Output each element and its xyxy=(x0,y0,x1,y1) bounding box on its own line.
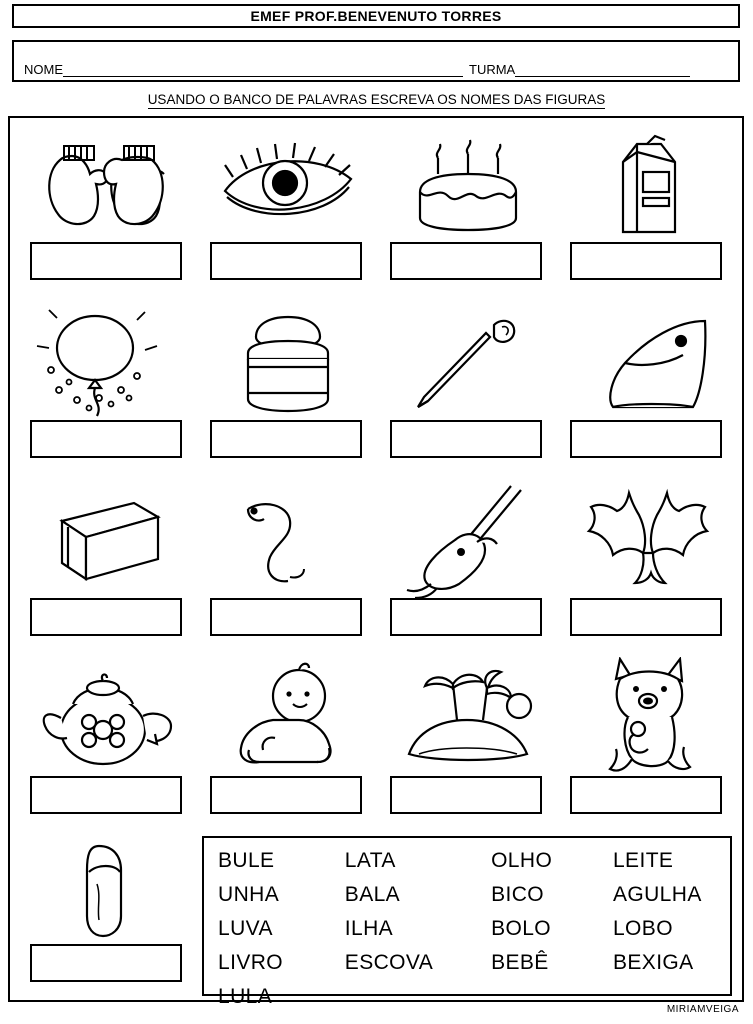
word-olho: OLHO xyxy=(491,849,553,872)
picture-row xyxy=(18,480,738,658)
answer-box[interactable] xyxy=(570,776,722,814)
answer-box[interactable] xyxy=(30,598,182,636)
eye-icon xyxy=(198,124,378,246)
credit-text: MIRIAMVEIGA xyxy=(666,1004,739,1015)
picture-cell xyxy=(378,124,558,302)
word-ilha: ILHA xyxy=(344,917,394,940)
word-bexiga: BEXIGA xyxy=(612,951,694,974)
needle-icon xyxy=(378,302,558,424)
worksheet-frame xyxy=(8,116,744,1008)
name-label: NOME xyxy=(24,62,63,77)
word-bank-row xyxy=(218,980,730,1014)
answer-box[interactable] xyxy=(390,242,542,280)
answer-box[interactable] xyxy=(30,944,182,982)
word-bala: BALA xyxy=(344,883,401,906)
word-bolo: BOLO xyxy=(491,917,552,940)
picture-cell xyxy=(18,658,198,836)
word-bebe: BEBÊ xyxy=(491,951,549,974)
picture-cell xyxy=(558,302,738,480)
answer-box[interactable] xyxy=(210,420,362,458)
word-lata: LATA xyxy=(344,849,396,872)
picture-cell xyxy=(198,480,378,658)
answer-box[interactable] xyxy=(570,598,722,636)
answer-box[interactable] xyxy=(30,242,182,280)
instruction-text: USANDO O BANCO DE PALAVRAS ESCREVA OS NOMES DAS FIGURAS xyxy=(147,92,606,107)
class-input-line[interactable] xyxy=(515,65,690,77)
squid-icon xyxy=(378,480,558,602)
word-bank-row xyxy=(218,878,730,912)
picture-row xyxy=(18,124,738,302)
cake-icon xyxy=(378,124,558,246)
picture-cell xyxy=(558,658,738,836)
answer-box[interactable] xyxy=(30,776,182,814)
picture-row xyxy=(18,302,738,480)
island-icon xyxy=(378,658,558,780)
fingernail-icon xyxy=(18,836,198,944)
word-bank xyxy=(202,836,732,1008)
picture-cell xyxy=(18,302,198,480)
bat-icon xyxy=(558,480,738,602)
word-bank-row xyxy=(218,946,730,980)
baby-icon xyxy=(198,658,378,780)
word-lobo: LOBO xyxy=(612,917,673,940)
answer-box[interactable] xyxy=(210,598,362,636)
word-bico: BICO xyxy=(491,883,545,906)
picture-cell xyxy=(18,480,198,658)
last-row xyxy=(18,836,738,1008)
word-luva: LUVA xyxy=(218,917,273,940)
word-agulha: AGULHA xyxy=(612,883,702,906)
picture-cell xyxy=(378,302,558,480)
picture-cell xyxy=(558,124,738,302)
can-icon xyxy=(198,302,378,424)
word-unha: UNHA xyxy=(218,883,280,906)
mittens-icon xyxy=(18,124,198,246)
answer-box[interactable] xyxy=(210,776,362,814)
picture-cell xyxy=(378,480,558,658)
milk-carton-icon xyxy=(558,124,738,246)
book-icon xyxy=(18,480,198,602)
word-lula: LULA xyxy=(218,985,273,1008)
answer-box[interactable] xyxy=(390,776,542,814)
toucan-beak-icon xyxy=(558,302,738,424)
class-label: TURMA xyxy=(469,62,516,77)
word-escova: ESCOVA xyxy=(344,951,434,974)
answer-box[interactable] xyxy=(570,242,722,280)
worm-icon xyxy=(198,480,378,602)
answer-box[interactable] xyxy=(570,420,722,458)
picture-cell xyxy=(18,836,198,998)
answer-box[interactable] xyxy=(390,420,542,458)
picture-cell xyxy=(378,658,558,836)
picture-cell xyxy=(18,124,198,302)
word-leite: LEITE xyxy=(612,849,674,872)
school-header xyxy=(12,4,740,28)
student-id-bar xyxy=(12,40,740,82)
word-livro: LIVRO xyxy=(218,951,284,974)
school-name: EMEF PROF.BENEVENUTO TORRES xyxy=(250,8,502,24)
answer-box[interactable] xyxy=(390,598,542,636)
picture-grid xyxy=(18,124,738,836)
teapot-icon xyxy=(18,658,198,780)
word-bank-row xyxy=(218,912,730,946)
picture-row xyxy=(18,658,738,836)
balloon-popping-icon xyxy=(18,302,198,424)
picture-cell xyxy=(198,302,378,480)
wolf-icon xyxy=(558,658,738,780)
answer-box[interactable] xyxy=(30,420,182,458)
picture-cell xyxy=(558,480,738,658)
picture-cell xyxy=(198,124,378,302)
picture-cell xyxy=(198,658,378,836)
word-bule: BULE xyxy=(218,849,275,872)
name-input-line[interactable] xyxy=(63,65,463,77)
word-bank-row xyxy=(218,844,730,878)
answer-box[interactable] xyxy=(210,242,362,280)
